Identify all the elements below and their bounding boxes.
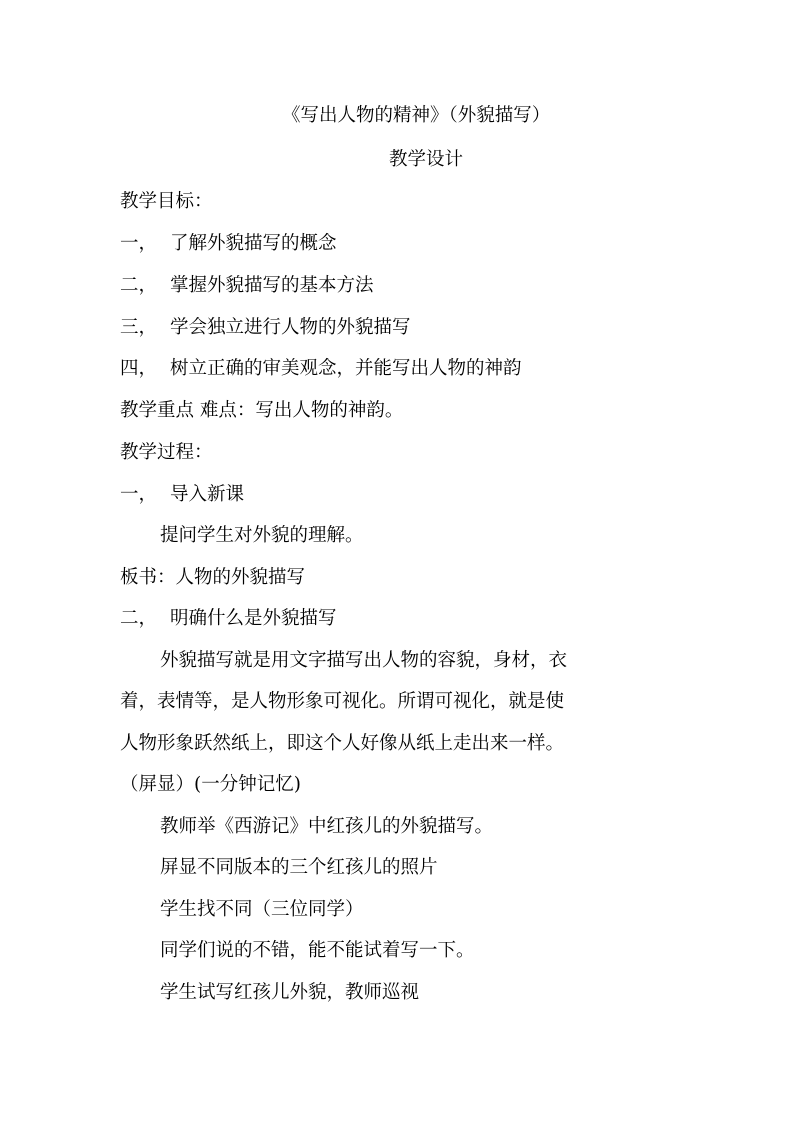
step-detail: 提问学生对外貌的理解。 bbox=[160, 525, 364, 546]
process-step bbox=[120, 483, 244, 507]
definition-line: 外貌描写就是用文字描写出人物的容貌，身材，衣 bbox=[160, 650, 568, 671]
activity-line: 学生试写红孩儿外貌，教师巡视 bbox=[160, 982, 420, 1003]
objective-number: 四， bbox=[120, 358, 158, 379]
step-number: 一， bbox=[120, 484, 158, 505]
objective-item bbox=[120, 316, 411, 340]
objective-item bbox=[120, 232, 337, 256]
objective-number: 二， bbox=[120, 275, 158, 296]
definition-line: 人物形象跃然纸上，即这个人好像从纸上走出来一样。 bbox=[120, 733, 565, 754]
doc-subtitle: 教学设计 bbox=[389, 149, 464, 170]
activity-line: 同学们说的不错，能不能试着写一下。 bbox=[160, 940, 475, 961]
step-text: 导入新课 bbox=[170, 484, 245, 505]
activity-line: 教师举《西游记》中红孩儿的外貌描写。 bbox=[160, 816, 494, 837]
step-text: 明确什么是外貌描写 bbox=[170, 608, 337, 629]
objective-text: 掌握外貌描写的基本方法 bbox=[170, 275, 374, 296]
activity-line: 屏显不同版本的三个红孩儿的照片 bbox=[160, 857, 438, 878]
definition-line: 着，表情等，是人物形象可视化。所谓可视化，就是使 bbox=[120, 691, 565, 712]
objective-item bbox=[120, 274, 374, 298]
objectives-heading: 教学目标： bbox=[120, 191, 213, 212]
objective-number: 三， bbox=[120, 317, 158, 338]
step-number: 二， bbox=[120, 608, 158, 629]
objective-text: 树立正确的审美观念，并能写出人物的神韵 bbox=[170, 358, 522, 379]
process-step bbox=[120, 607, 337, 631]
objective-number: 一， bbox=[120, 233, 158, 254]
screen-note: （屏显）(一分钟记忆) bbox=[120, 774, 301, 795]
objective-text: 学会独立进行人物的外貌描写 bbox=[170, 317, 411, 338]
doc-title: 《写出人物的精神》（外貌描写） bbox=[282, 105, 551, 126]
board-note: 板书：人物的外貌描写 bbox=[120, 567, 306, 588]
objective-text: 了解外貌描写的概念 bbox=[170, 233, 337, 254]
process-heading: 教学过程： bbox=[120, 442, 213, 463]
key-points: 教学重点 难点：写出人物的神韵。 bbox=[120, 400, 404, 421]
objective-item bbox=[120, 357, 522, 381]
activity-line: 学生找不同（三位同学） bbox=[160, 899, 364, 920]
